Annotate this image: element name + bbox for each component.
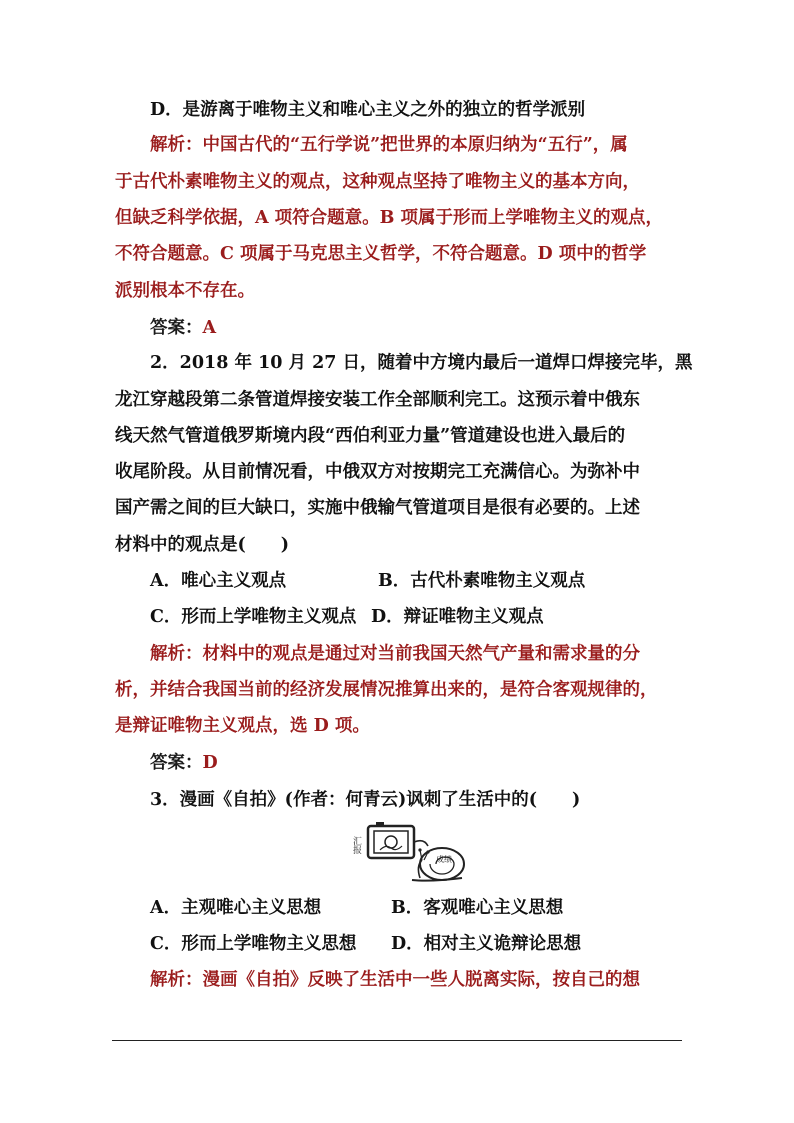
cartoon-left-text: 汇报 [351,836,361,854]
q2-option-a: A．唯心主义观点 [150,571,287,591]
q2-answer-label: 答案： [150,753,203,773]
camera-icon [368,822,414,858]
footer-rule [112,1040,682,1041]
q1-explanation-line-5: 派别根本不存在。 [115,281,255,301]
q2-stem-line-3: 线天然气管道俄罗斯境内段“西伯利亚力量”管道建设也进入最后的 [115,426,626,446]
q1-answer [150,316,685,340]
q1-explanation-line-1: 解析：中国古代的“五行学说”把世界的本原归纳为“五行”，属 [150,135,628,155]
q1-explanation-line-2: 于古代朴素唯物主义的观点，这种观点坚持了唯物主义的基本方向， [115,172,640,192]
q1-answer-label: 答案： [150,318,203,338]
q2-option-b: B．古代朴素唯物主义观点 [378,571,586,591]
q2-answer-value: D [202,753,218,773]
q3-stem: 3．漫画《自拍》(作者：何青云)讽刺了生活中的( ) [150,790,581,810]
q2-explanation-line-1: 解析：材料中的观点是通过对当前我国天然气产量和需求量的分 [150,644,640,664]
q3-explanation-label: 解析 [150,970,185,990]
q3-option-a: A．主观唯心主义思想 [150,898,322,918]
q2-option-c: C．形而上学唯物主义观点 [150,607,357,627]
q2-explanation-line-3: 是辩证唯物主义观点，选 D 项。 [115,716,370,736]
q2-explanation-line-2: 析，并结合我国当前的经济发展情况推算出来的，是符合客观规律的， [115,680,658,700]
q1-answer-value: A [202,318,217,338]
q1-explanation-label: 解析 [150,135,185,155]
selfie-cartoon [350,820,470,886]
q1-option-d: D．是游离于唯物主义和唯心主义之外的独立的哲学派别 [150,100,586,120]
q1-explanation-line-3: 但缺乏科学依据，A 项符合题意。B 项属于形而上学唯物主义的观点， [115,208,664,228]
cartoon-shell-text: 成绩 [436,855,452,864]
q3-option-d: D．相对主义诡辩论思想 [391,934,582,954]
q2-stem-line-2: 龙江穿越段第二条管道焊接安装工作全部顺利完工。这预示着中俄东 [115,390,640,410]
q2-stem-line-6: 材料中的观点是( ) [115,535,290,555]
q2-stem-line-1: 2．2018 年 10 月 27 日，随着中方境内最后一道焊口焊接完毕，黑 [150,353,693,373]
arm-stroke [414,841,428,846]
q1-explanation-line-4: 不符合题意。C 项属于马克思主义哲学，不符合题意。D 项中的哲学 [115,244,647,264]
q2-stem-line-5: 国产需之间的巨大缺口，实施中俄输气管道项目是很有必要的。上述 [115,498,640,518]
q2-explanation-label: 解析 [150,644,185,664]
q3-option-c: C．形而上学唯物主义思想 [150,934,357,954]
snail-icon [412,848,464,881]
q3-option-b: B．客观唯心主义思想 [391,898,564,918]
q3-explanation-line-1: 解析：漫画《自拍》反映了生活中一些人脱离实际，按自己的想 [150,970,640,990]
q2-stem-line-4: 收尾阶段。从目前情况看，中俄双方对按期完工充满信心。为弥补中 [115,462,640,482]
q2-option-d: D．辩证唯物主义观点 [371,607,544,627]
q2-answer [150,751,685,775]
